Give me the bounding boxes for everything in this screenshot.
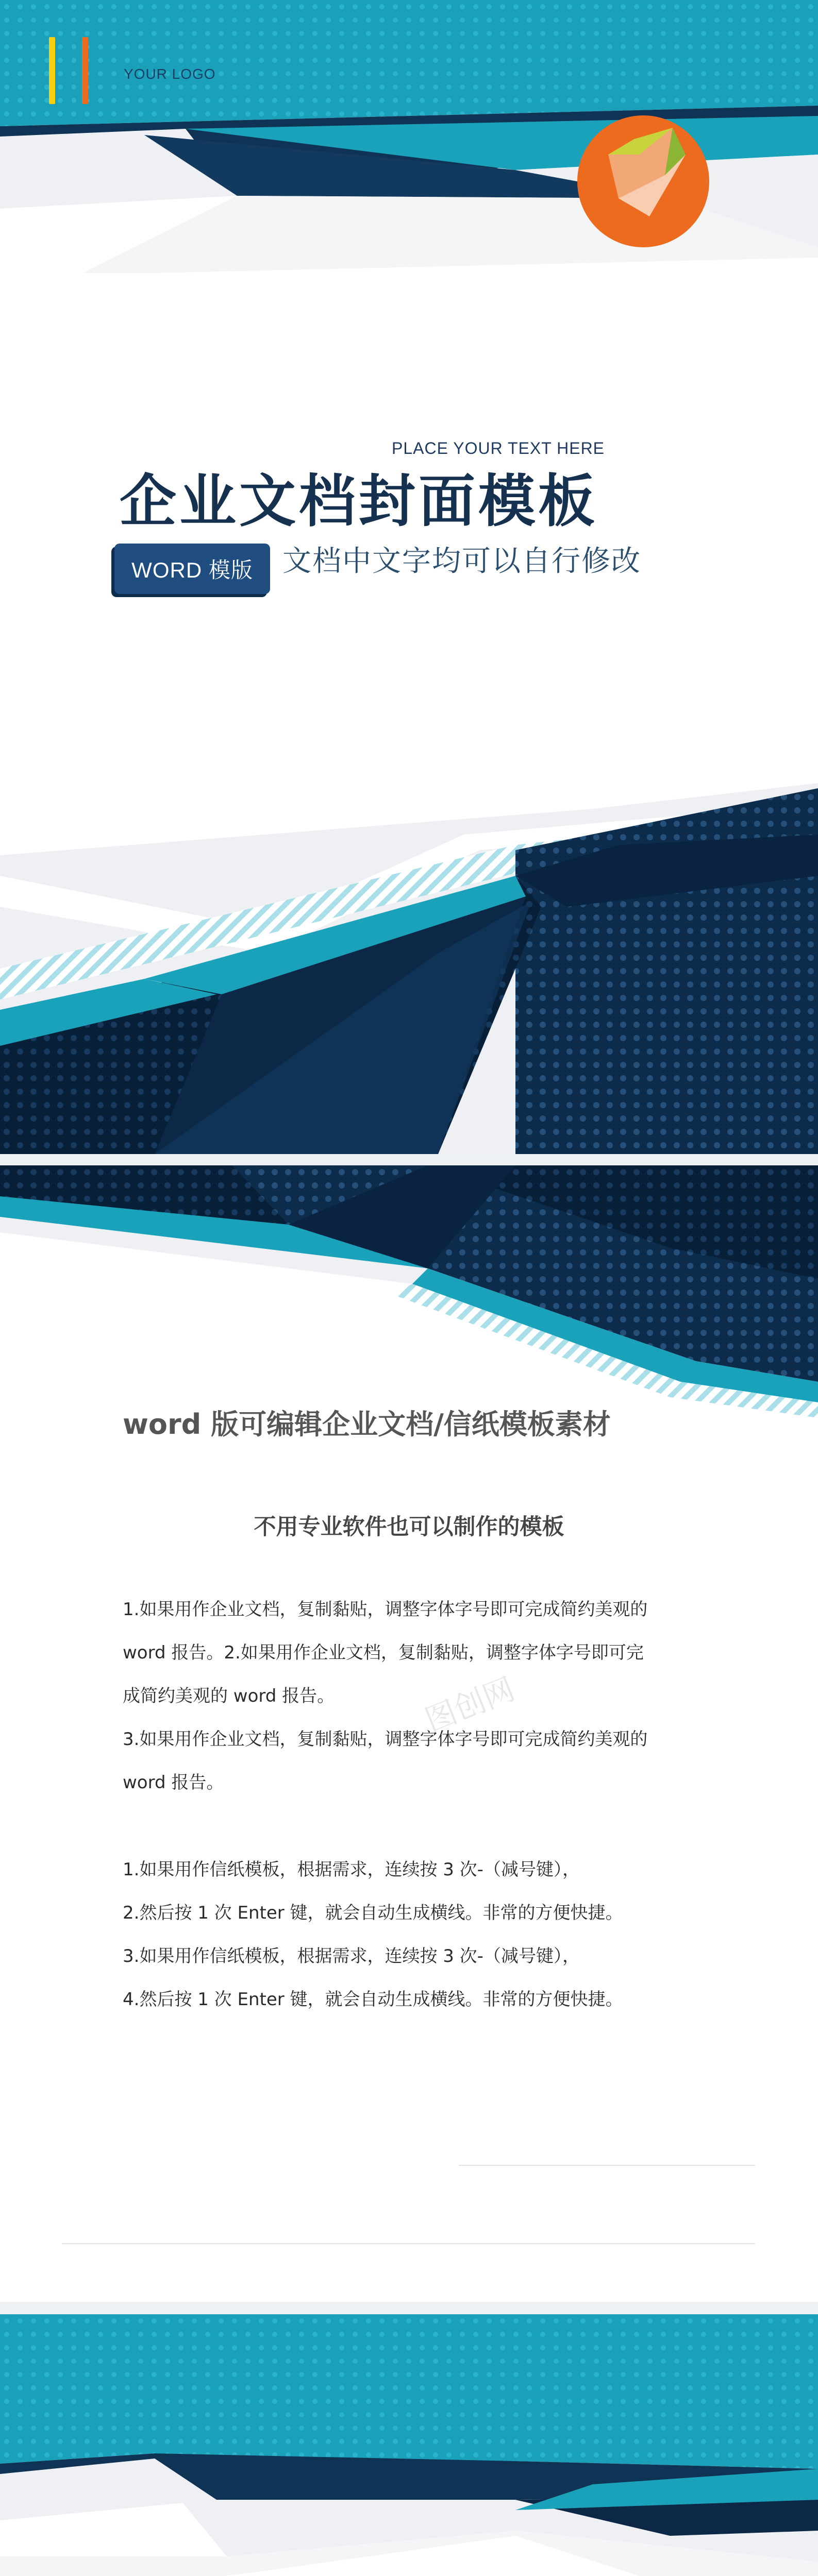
logo-bars-icon xyxy=(49,37,95,104)
letter-subheading: 不用专业软件也可以制作的模板 xyxy=(254,1514,564,1540)
back-cover-page xyxy=(0,2314,818,2576)
paragraph-line: 1.如果用作企业文档，复制黏贴，调整字体字号即可完成简约美观的 xyxy=(123,1599,648,1620)
cover-page xyxy=(0,0,818,1154)
cover-subtitle: 文档中文字均可以自行修改 xyxy=(282,545,641,578)
paragraph-line: word 报告。 xyxy=(123,1772,224,1793)
orange-cube-emblem xyxy=(577,115,709,247)
letter-heading: word 版可编辑企业文档/信纸模板素材 xyxy=(123,1408,611,1440)
cover-title: 企业文档封面模板 xyxy=(120,468,598,534)
cover-tagline: PLACE YOUR TEXT HERE xyxy=(392,439,605,457)
paragraph-line: 1.如果用作信纸模板，根据需求，连续按 3 次-（减号键）， xyxy=(123,1859,580,1880)
word-template-badge: WORD 模版 xyxy=(114,544,270,594)
letter-paragraph-1 xyxy=(123,1588,708,1804)
paragraph-line: word 报告。2.如果用作企业文档，复制黏贴，调整字体字号即可完 xyxy=(123,1642,644,1663)
paragraph-line: 3.如果用作企业文档，复制黏贴，调整字体字号即可完成简约美观的 xyxy=(123,1729,648,1750)
divider xyxy=(62,2243,755,2244)
paragraph-line: 2.然后按 1 次 Enter 键，就会自动生成横线。非常的方便快捷。 xyxy=(123,1903,623,1923)
divider xyxy=(459,2165,755,2166)
page-separator xyxy=(0,1154,818,1165)
paragraph-line: 4.然后按 1 次 Enter 键，就会自动生成横线。非常的方便快捷。 xyxy=(123,1989,623,2010)
letter-page xyxy=(0,1165,818,2302)
letter-paragraph-2 xyxy=(123,1848,708,2021)
paragraph-line: 3.如果用作信纸模板，根据需求，连续按 3 次-（减号键）， xyxy=(123,1946,580,1967)
paragraph-line: 成简约美观的 word 报告。 xyxy=(123,1686,335,1706)
back-cover-background-art xyxy=(0,2314,818,2576)
page-separator xyxy=(0,2302,818,2314)
logo-text: YOUR LOGO xyxy=(124,66,216,82)
watermark: 图创网 xyxy=(420,1671,520,1739)
